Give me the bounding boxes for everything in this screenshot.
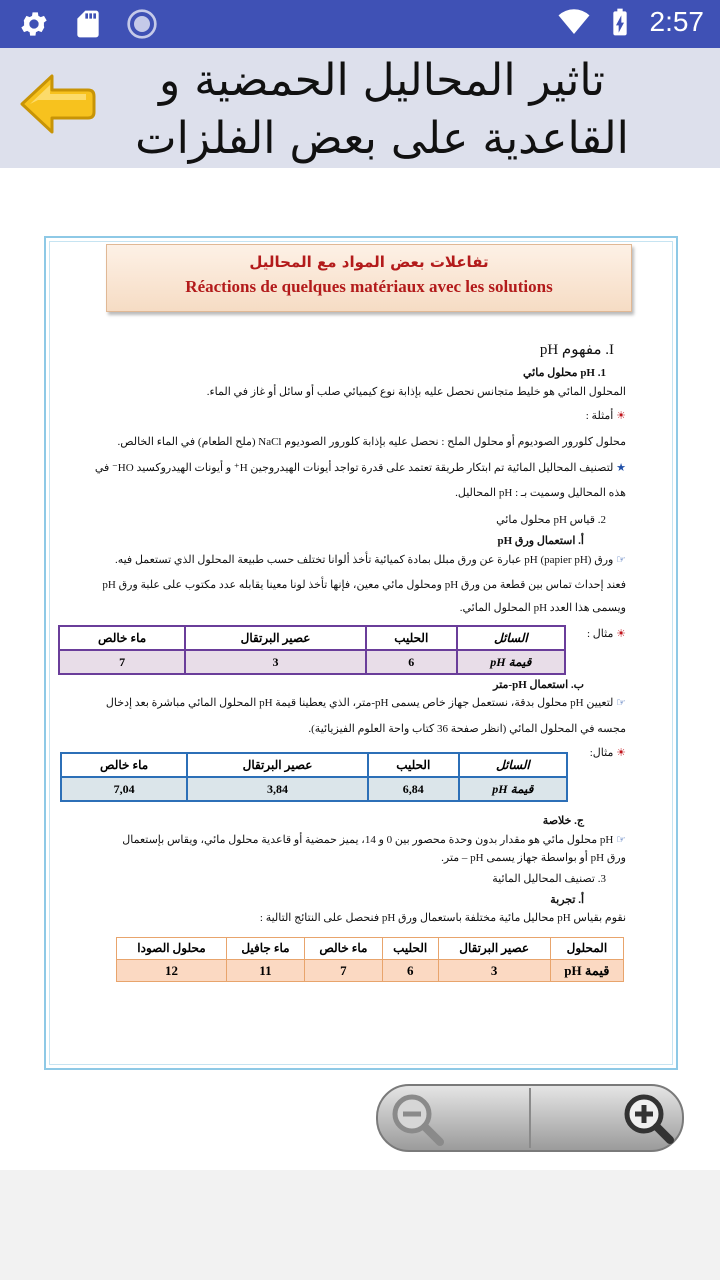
example-line: محلول كلورور الصوديوم أو محلول الملح : نحصل عليه بإذابة كلورور الصوديوم NaCl (ملح الطعام) في الماء الخالص. [117,436,626,448]
clock: 2:57 [649,6,704,37]
table-cell: 6 [382,960,438,982]
meter-line-2: مجسه في المحلول المائي (انظر صفحة 36 كتاب واحة العلوم الفيزيائية). [308,723,626,735]
page-title [102,52,662,168]
table-cell: السائل [459,753,567,777]
banner-french-title: Réactions de quelques matériaux avec les solutions [185,277,553,296]
document-page[interactable] [44,236,678,1070]
settings-icon [18,8,50,40]
status-bar [0,0,720,48]
table-header-row [117,938,624,960]
table-cell: ماء خالص [59,626,185,650]
wifi-icon [558,6,590,38]
title-bar [0,48,720,168]
classify-line-2: هذه المحاليل وسميت بـ : pH المحاليل. [455,487,626,499]
ph-paper-table [58,625,566,675]
sd-card-icon [72,8,104,40]
subsection-2: 2. قياس pH محلول مائي [496,514,606,526]
paper-line-3: ويسمى هذا العدد pH المحلول المائي. [459,602,626,614]
table-cell: ماء خالص [304,938,382,960]
table-cell: 6 [366,650,457,674]
table-cell: 7,04 [61,777,187,801]
subsection-3a: أ. تجربة [550,894,584,906]
ph-results-table [116,937,624,982]
table-cell: محلول الصودا [117,938,227,960]
table-header-row [59,626,565,650]
table-cell: 6,84 [368,777,459,801]
table-cell: 11 [226,960,304,982]
section-1-title: I. مفهوم pH [539,342,614,358]
subsection-1: 1. pH محلول مائي [523,367,606,379]
paper-line-1: ☞ ورق pH (papier pH) عبارة عن ورق مبلل بمادة كميائية تأخذ ألوانا تختلف حسب طبيعة المحلول الذي تستعمل فيه. [114,554,626,566]
back-button[interactable] [18,70,98,138]
example-label-1: ☀ مثال : [587,628,626,640]
zoom-in-icon [530,1084,684,1152]
table-cell: 3 [185,650,366,674]
table-cell: المحلول [550,938,623,960]
table-header-row [61,753,567,777]
table-cell: 7 [304,960,382,982]
zoom-out-icon [376,1084,530,1152]
table-row [61,777,567,801]
sync-icon [126,8,158,40]
table-cell: 3,84 [187,777,368,801]
battery-charging-icon [604,6,636,38]
title-line-2: القاعدية على بعض الفلزات [135,113,629,164]
summary-line-1: ☞ pH محلول مائي هو مقدار بدون وحدة محصور بين 0 و 14، يميز حمضية أو قاعدية محلول مائي، ويقاس بإستعمال [122,834,626,846]
table-cell: ماء جافيل [226,938,304,960]
table-cell: السائل [457,626,565,650]
definition-line: المحلول المائي هو خليط متجانس نحصل عليه بإذابة نوع كيميائي صلب أو سائل أو غاز في الماء. [206,386,626,398]
table-cell: ماء خالص [61,753,187,777]
lesson-banner [106,244,632,312]
subsection-2b: ب. استعمال pH-متر [493,679,584,691]
title-line-1: تاثير المحاليل الحمضية و [158,55,606,106]
table-cell: عصير البرتقال [438,938,550,960]
table-cell: الحليب [366,626,457,650]
arrow-left-icon [18,70,98,138]
table-row [59,650,565,674]
subsection-2a: أ. استعمال ورق pH [497,535,584,547]
classify-line-1: ★ لتصنيف المحاليل المائية تم ابتكار طريقة تعتمد على قدرة تواجد أيونات الهيدروجين H⁺ و أيونات الهيدروكسيد HO⁻ في [94,462,626,474]
subsection-3: 3. تصنيف المحاليل المائية [492,873,606,885]
examples-label: ☀ أمثلة : [585,410,626,422]
table-cell: الحليب [368,753,459,777]
table-cell: عصير البرتقال [185,626,366,650]
table-cell: قيمة pH [457,650,565,674]
zoom-in-button[interactable] [530,1084,684,1152]
experiment-line: نقوم بقياس pH محاليل مائية مختلفة باستعمال ورق pH فنحصل على النتائج التالية : [259,912,626,924]
banner-arabic-title: تفاعلات بعض المواد مع المحاليل [249,253,489,271]
table-cell: قيمة pH [550,960,623,982]
table-cell: عصير البرتقال [187,753,368,777]
bottom-area [0,1170,720,1280]
table-cell: 7 [59,650,185,674]
table-cell: 12 [117,960,227,982]
table-cell: الحليب [382,938,438,960]
summary-line-2: ورق pH أو بواسطة جهاز يسمى pH – متر. [441,852,626,864]
meter-line-1: ☞ لتعيين pH محلول بدقة، نستعمل جهاز خاص يسمى pH-متر، الذي يعطينا قيمة pH المحلول المائي مباشرة بعد إدخال [105,697,626,709]
ph-meter-table [60,752,568,802]
subsection-2c: ج. خلاصة [542,815,584,827]
zoom-controls [376,1084,684,1152]
star-bullet-icon: ☀ [613,410,626,422]
table-cell: قيمة pH [459,777,567,801]
example-label-2: ☀ مثال: [589,747,626,759]
zoom-out-button[interactable] [376,1084,530,1152]
pointer-bullet-icon: ☞ [613,554,626,566]
table-row [117,960,624,982]
paper-line-2: فعند إحداث تماس بين قطعة من ورق pH ومحلول مائي معين، فإنها تأخذ لونا معينا يقابله عدد مكتوب على علبة ورق pH [102,579,626,591]
star-bullet-icon: ★ [613,462,626,474]
table-cell: 3 [438,960,550,982]
